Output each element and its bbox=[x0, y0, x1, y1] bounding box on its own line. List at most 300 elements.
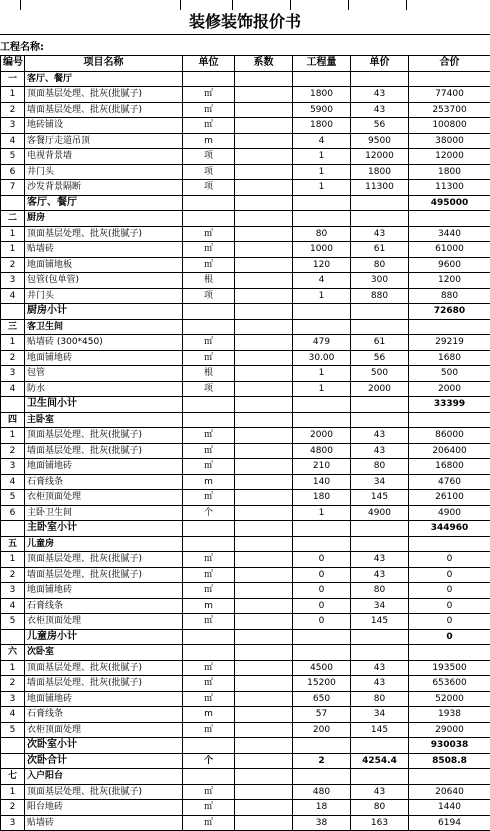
table-row bbox=[1, 118, 490, 134]
subtotal-row bbox=[1, 629, 490, 645]
row-total-cell: 29219 bbox=[409, 335, 490, 351]
row-total-cell: 8508.8 bbox=[409, 753, 490, 769]
row-quantity-cell: 2000 bbox=[293, 428, 351, 444]
section-row bbox=[1, 769, 490, 785]
row-price-cell: 43 bbox=[351, 443, 409, 459]
table-row bbox=[1, 474, 490, 490]
row-unit-cell: ㎡ bbox=[183, 490, 235, 506]
row-price-cell: 43 bbox=[351, 660, 409, 676]
row-quantity-cell: 80 bbox=[293, 226, 351, 242]
row-name-cell: 客卫生间 bbox=[25, 319, 183, 335]
row-total-cell: 100800 bbox=[409, 118, 490, 134]
row-coefficient-cell bbox=[235, 257, 293, 273]
section-row bbox=[1, 645, 490, 661]
row-name-cell: 地面铺地板 bbox=[25, 257, 183, 273]
row-name-cell: 客厅、餐厅 bbox=[25, 71, 183, 87]
row-quantity-cell: 1 bbox=[293, 505, 351, 521]
row-quantity-cell bbox=[293, 738, 351, 754]
row-quantity-cell: 0 bbox=[293, 614, 351, 630]
row-name-cell: 防水 bbox=[25, 381, 183, 397]
table-row bbox=[1, 691, 490, 707]
row-quantity-cell: 1800 bbox=[293, 118, 351, 134]
row-quantity-cell: 4 bbox=[293, 273, 351, 289]
row-total-cell: 6194 bbox=[409, 815, 490, 831]
row-name-cell: 墙面基层处理、批灰(批腻子) bbox=[25, 102, 183, 118]
row-coefficient-cell bbox=[235, 195, 293, 211]
row-coefficient-cell bbox=[235, 428, 293, 444]
row-unit-cell: ㎡ bbox=[183, 784, 235, 800]
row-code-cell: 1 bbox=[1, 335, 25, 351]
row-coefficient-cell bbox=[235, 226, 293, 242]
row-price-cell: 80 bbox=[351, 459, 409, 475]
row-quantity-cell: 2 bbox=[293, 753, 351, 769]
row-name-cell: 井门头 bbox=[25, 164, 183, 180]
row-quantity-cell bbox=[293, 195, 351, 211]
row-total-cell: 1938 bbox=[409, 707, 490, 723]
row-code-cell bbox=[1, 521, 25, 537]
table-row bbox=[1, 102, 490, 118]
row-code-cell: 3 bbox=[1, 118, 25, 134]
row-name-cell: 次卧合计 bbox=[25, 753, 183, 769]
row-unit-cell: m bbox=[183, 707, 235, 723]
row-coefficient-cell bbox=[235, 350, 293, 366]
row-total-cell bbox=[409, 319, 490, 335]
row-quantity-cell bbox=[293, 71, 351, 87]
table-row bbox=[1, 815, 490, 831]
row-quantity-cell: 480 bbox=[293, 784, 351, 800]
row-code-cell: 4 bbox=[1, 474, 25, 490]
row-coefficient-cell bbox=[235, 133, 293, 149]
row-name-cell: 贴墙砖 bbox=[25, 815, 183, 831]
row-quantity-cell bbox=[293, 319, 351, 335]
row-code-cell bbox=[1, 304, 25, 320]
row-name-cell: 包管(包单管) bbox=[25, 273, 183, 289]
row-price-cell: 300 bbox=[351, 273, 409, 289]
row-code-cell: 1 bbox=[1, 660, 25, 676]
row-code-cell: 二 bbox=[1, 211, 25, 227]
row-price-cell: 80 bbox=[351, 800, 409, 816]
row-price-cell: 1800 bbox=[351, 164, 409, 180]
row-coefficient-cell bbox=[235, 149, 293, 165]
row-name-cell: 客厅、餐厅 bbox=[25, 195, 183, 211]
row-unit-cell: m bbox=[183, 474, 235, 490]
row-coefficient-cell bbox=[235, 738, 293, 754]
row-total-cell: 86000 bbox=[409, 428, 490, 444]
row-code-cell: 三 bbox=[1, 319, 25, 335]
row-quantity-cell: 210 bbox=[293, 459, 351, 475]
row-coefficient-cell bbox=[235, 598, 293, 614]
table-row bbox=[1, 660, 490, 676]
row-unit-cell: ㎡ bbox=[183, 428, 235, 444]
row-name-cell: 顶面基层处理、批灰(批腻子) bbox=[25, 552, 183, 568]
row-price-cell bbox=[351, 521, 409, 537]
row-unit-cell: ㎡ bbox=[183, 800, 235, 816]
row-name-cell: 贴墙砖 bbox=[25, 242, 183, 258]
row-price-cell bbox=[351, 769, 409, 785]
row-name-cell: 地面铺地砖 bbox=[25, 350, 183, 366]
row-total-cell: 500 bbox=[409, 366, 490, 382]
row-price-cell bbox=[351, 412, 409, 428]
row-coefficient-cell bbox=[235, 645, 293, 661]
row-coefficient-cell bbox=[235, 366, 293, 382]
row-quantity-cell: 57 bbox=[293, 707, 351, 723]
row-total-cell: 1440 bbox=[409, 800, 490, 816]
row-code-cell: 2 bbox=[1, 350, 25, 366]
header-total-price: 合价 bbox=[409, 56, 490, 72]
row-coefficient-cell bbox=[235, 211, 293, 227]
table-row bbox=[1, 257, 490, 273]
row-price-cell bbox=[351, 645, 409, 661]
row-quantity-cell bbox=[293, 397, 351, 413]
row-total-cell: 253700 bbox=[409, 102, 490, 118]
row-total-cell: 2000 bbox=[409, 381, 490, 397]
section-row bbox=[1, 211, 490, 227]
row-unit-cell: ㎡ bbox=[183, 350, 235, 366]
row-code-cell: 3 bbox=[1, 691, 25, 707]
row-name-cell: 顶面基层处理、批灰(批腻子) bbox=[25, 660, 183, 676]
row-code-cell: 6 bbox=[1, 505, 25, 521]
table-row bbox=[1, 288, 490, 304]
table-row bbox=[1, 366, 490, 382]
row-unit-cell: ㎡ bbox=[183, 815, 235, 831]
row-code-cell: 六 bbox=[1, 645, 25, 661]
row-code-cell: 3 bbox=[1, 815, 25, 831]
row-unit-cell: ㎡ bbox=[183, 722, 235, 738]
row-coefficient-cell bbox=[235, 118, 293, 134]
header-code: 编号 bbox=[1, 56, 25, 72]
row-price-cell: 11300 bbox=[351, 180, 409, 196]
row-unit-cell: ㎡ bbox=[183, 118, 235, 134]
row-price-cell: 43 bbox=[351, 226, 409, 242]
table-row bbox=[1, 428, 490, 444]
row-unit-cell: ㎡ bbox=[183, 691, 235, 707]
header-quantity: 工程量 bbox=[293, 56, 351, 72]
table-row bbox=[1, 87, 490, 103]
row-price-cell: 56 bbox=[351, 350, 409, 366]
row-name-cell: 阳台地砖 bbox=[25, 800, 183, 816]
row-name-cell: 电视背景墙 bbox=[25, 149, 183, 165]
subtotal-row bbox=[1, 397, 490, 413]
row-price-cell: 163 bbox=[351, 815, 409, 831]
row-total-cell: 4760 bbox=[409, 474, 490, 490]
row-unit-cell: ㎡ bbox=[183, 567, 235, 583]
row-price-cell: 80 bbox=[351, 583, 409, 599]
row-code-cell: 1 bbox=[1, 226, 25, 242]
previous-table-edge bbox=[0, 0, 490, 10]
row-code-cell: 1 bbox=[1, 552, 25, 568]
row-code-cell: 4 bbox=[1, 381, 25, 397]
row-unit-cell bbox=[183, 71, 235, 87]
row-coefficient-cell bbox=[235, 490, 293, 506]
row-quantity-cell: 4800 bbox=[293, 443, 351, 459]
row-price-cell: 34 bbox=[351, 474, 409, 490]
row-total-cell bbox=[409, 71, 490, 87]
table-row bbox=[1, 164, 490, 180]
row-name-cell: 主卧室小计 bbox=[25, 521, 183, 537]
row-name-cell: 地砖铺设 bbox=[25, 118, 183, 134]
row-unit-cell: 项 bbox=[183, 381, 235, 397]
row-unit-cell: ㎡ bbox=[183, 583, 235, 599]
row-name-cell: 衣柜顶面处理 bbox=[25, 722, 183, 738]
row-coefficient-cell bbox=[235, 691, 293, 707]
row-price-cell: 145 bbox=[351, 614, 409, 630]
row-code-cell: 3 bbox=[1, 459, 25, 475]
row-name-cell: 贴墙砖 (300*450) bbox=[25, 335, 183, 351]
row-name-cell: 井门头 bbox=[25, 288, 183, 304]
row-coefficient-cell bbox=[235, 164, 293, 180]
row-price-cell: 9500 bbox=[351, 133, 409, 149]
subtotal-row bbox=[1, 304, 490, 320]
row-coefficient-cell bbox=[235, 614, 293, 630]
row-price-cell: 61 bbox=[351, 335, 409, 351]
table-row bbox=[1, 583, 490, 599]
row-price-cell bbox=[351, 211, 409, 227]
row-name-cell: 顶面基层处理、批灰(批腻子) bbox=[25, 784, 183, 800]
row-name-cell: 客餐厅走道吊顶 bbox=[25, 133, 183, 149]
row-quantity-cell: 4 bbox=[293, 133, 351, 149]
row-code-cell: 3 bbox=[1, 273, 25, 289]
header-item-name: 项目名称 bbox=[25, 56, 183, 72]
row-coefficient-cell bbox=[235, 583, 293, 599]
table-row bbox=[1, 335, 490, 351]
row-coefficient-cell bbox=[235, 567, 293, 583]
row-coefficient-cell bbox=[235, 381, 293, 397]
row-name-cell: 墙面基层处理、批灰(批腻子) bbox=[25, 676, 183, 692]
row-total-cell bbox=[409, 769, 490, 785]
row-name-cell: 儿童房 bbox=[25, 536, 183, 552]
row-price-cell: 34 bbox=[351, 707, 409, 723]
row-quantity-cell: 0 bbox=[293, 583, 351, 599]
row-coefficient-cell bbox=[235, 288, 293, 304]
row-coefficient-cell bbox=[235, 629, 293, 645]
row-quantity-cell bbox=[293, 645, 351, 661]
table-row bbox=[1, 722, 490, 738]
row-coefficient-cell bbox=[235, 784, 293, 800]
row-total-cell: 930038 bbox=[409, 738, 490, 754]
row-quantity-cell: 479 bbox=[293, 335, 351, 351]
table-row bbox=[1, 598, 490, 614]
row-total-cell: 52000 bbox=[409, 691, 490, 707]
row-total-cell: 20640 bbox=[409, 784, 490, 800]
row-unit-cell: 项 bbox=[183, 180, 235, 196]
row-code-cell: 1 bbox=[1, 242, 25, 258]
row-quantity-cell bbox=[293, 412, 351, 428]
row-price-cell: 34 bbox=[351, 598, 409, 614]
table-body bbox=[1, 71, 490, 831]
row-name-cell: 主卧卫生间 bbox=[25, 505, 183, 521]
row-unit-cell: 根 bbox=[183, 273, 235, 289]
row-code-cell: 2 bbox=[1, 443, 25, 459]
row-name-cell: 墙面基层处理、批灰(批腻子) bbox=[25, 567, 183, 583]
row-unit-cell: ㎡ bbox=[183, 614, 235, 630]
row-name-cell: 顶面基层处理、批灰(批腻子) bbox=[25, 226, 183, 242]
row-name-cell: 卫生间小计 bbox=[25, 397, 183, 413]
row-price-cell: 145 bbox=[351, 490, 409, 506]
row-total-cell: 33399 bbox=[409, 397, 490, 413]
row-price-cell: 12000 bbox=[351, 149, 409, 165]
row-code-cell: 4 bbox=[1, 598, 25, 614]
row-unit-cell: ㎡ bbox=[183, 459, 235, 475]
row-total-cell bbox=[409, 645, 490, 661]
row-total-cell: 77400 bbox=[409, 87, 490, 103]
table-row bbox=[1, 567, 490, 583]
row-name-cell: 主卧室 bbox=[25, 412, 183, 428]
row-total-cell: 3440 bbox=[409, 226, 490, 242]
row-unit-cell: ㎡ bbox=[183, 87, 235, 103]
row-name-cell: 石膏线条 bbox=[25, 474, 183, 490]
row-price-cell: 61 bbox=[351, 242, 409, 258]
row-code-cell: 2 bbox=[1, 800, 25, 816]
row-price-cell: 56 bbox=[351, 118, 409, 134]
row-total-cell: 9600 bbox=[409, 257, 490, 273]
row-coefficient-cell bbox=[235, 800, 293, 816]
row-code-cell bbox=[1, 629, 25, 645]
row-coefficient-cell bbox=[235, 474, 293, 490]
row-quantity-cell: 30.00 bbox=[293, 350, 351, 366]
row-total-cell: 880 bbox=[409, 288, 490, 304]
table-row bbox=[1, 490, 490, 506]
row-total-cell: 0 bbox=[409, 552, 490, 568]
row-total-cell bbox=[409, 412, 490, 428]
row-unit-cell: ㎡ bbox=[183, 443, 235, 459]
row-quantity-cell: 38 bbox=[293, 815, 351, 831]
row-coefficient-cell bbox=[235, 180, 293, 196]
row-coefficient-cell bbox=[235, 397, 293, 413]
row-total-cell: 1800 bbox=[409, 164, 490, 180]
row-coefficient-cell bbox=[235, 769, 293, 785]
table-row bbox=[1, 784, 490, 800]
row-coefficient-cell bbox=[235, 87, 293, 103]
row-quantity-cell: 1800 bbox=[293, 87, 351, 103]
row-coefficient-cell bbox=[235, 676, 293, 692]
row-name-cell: 地面铺地砖 bbox=[25, 583, 183, 599]
table-row bbox=[1, 133, 490, 149]
row-unit-cell bbox=[183, 769, 235, 785]
row-code-cell: 4 bbox=[1, 707, 25, 723]
row-quantity-cell: 1 bbox=[293, 164, 351, 180]
table-header-row bbox=[1, 56, 490, 72]
row-name-cell: 石膏线条 bbox=[25, 598, 183, 614]
row-price-cell: 4254.4 bbox=[351, 753, 409, 769]
row-name-cell: 儿童房小计 bbox=[25, 629, 183, 645]
row-code-cell bbox=[1, 397, 25, 413]
row-coefficient-cell bbox=[235, 552, 293, 568]
row-quantity-cell: 1 bbox=[293, 149, 351, 165]
table-row bbox=[1, 707, 490, 723]
row-unit-cell bbox=[183, 211, 235, 227]
row-name-cell: 地面铺地砖 bbox=[25, 691, 183, 707]
row-code-cell: 五 bbox=[1, 536, 25, 552]
row-total-cell: 16800 bbox=[409, 459, 490, 475]
row-price-cell bbox=[351, 629, 409, 645]
row-coefficient-cell bbox=[235, 335, 293, 351]
row-unit-cell: ㎡ bbox=[183, 226, 235, 242]
section-row bbox=[1, 319, 490, 335]
row-code-cell bbox=[1, 738, 25, 754]
row-name-cell: 墙面基层处理、批灰(批腻子) bbox=[25, 443, 183, 459]
row-name-cell: 顶面基层处理、批灰(批腻子) bbox=[25, 87, 183, 103]
row-total-cell: 72680 bbox=[409, 304, 490, 320]
row-quantity-cell: 140 bbox=[293, 474, 351, 490]
row-total-cell: 0 bbox=[409, 598, 490, 614]
row-total-cell: 1680 bbox=[409, 350, 490, 366]
row-code-cell: 七 bbox=[1, 769, 25, 785]
header-coefficient: 系数 bbox=[235, 56, 293, 72]
row-coefficient-cell bbox=[235, 242, 293, 258]
quotation-table bbox=[0, 55, 490, 831]
row-price-cell bbox=[351, 397, 409, 413]
row-coefficient-cell bbox=[235, 753, 293, 769]
row-quantity-cell: 200 bbox=[293, 722, 351, 738]
row-coefficient-cell bbox=[235, 707, 293, 723]
row-quantity-cell bbox=[293, 536, 351, 552]
subtotal-row bbox=[1, 738, 490, 754]
row-code-cell: 6 bbox=[1, 164, 25, 180]
row-code-cell: 5 bbox=[1, 722, 25, 738]
row-coefficient-cell bbox=[235, 412, 293, 428]
table-row bbox=[1, 242, 490, 258]
row-price-cell: 43 bbox=[351, 567, 409, 583]
row-unit-cell bbox=[183, 319, 235, 335]
row-name-cell: 厨房 bbox=[25, 211, 183, 227]
row-code-cell: 4 bbox=[1, 288, 25, 304]
row-coefficient-cell bbox=[235, 722, 293, 738]
row-quantity-cell: 0 bbox=[293, 567, 351, 583]
row-coefficient-cell bbox=[235, 459, 293, 475]
row-unit-cell: 个 bbox=[183, 753, 235, 769]
row-quantity-cell: 1000 bbox=[293, 242, 351, 258]
row-total-cell: 344960 bbox=[409, 521, 490, 537]
row-total-cell bbox=[409, 536, 490, 552]
row-total-cell: 0 bbox=[409, 567, 490, 583]
row-total-cell: 0 bbox=[409, 629, 490, 645]
row-quantity-cell: 1 bbox=[293, 180, 351, 196]
table-row bbox=[1, 273, 490, 289]
row-total-cell: 193500 bbox=[409, 660, 490, 676]
row-name-cell: 石膏线条 bbox=[25, 707, 183, 723]
row-quantity-cell: 1 bbox=[293, 288, 351, 304]
subtotal-row bbox=[1, 195, 490, 211]
row-total-cell: 653600 bbox=[409, 676, 490, 692]
row-name-cell: 地面铺地砖 bbox=[25, 459, 183, 475]
row-name-cell: 包管 bbox=[25, 366, 183, 382]
row-code-cell: 2 bbox=[1, 676, 25, 692]
row-unit-cell: ㎡ bbox=[183, 102, 235, 118]
row-code-cell: 1 bbox=[1, 428, 25, 444]
row-coefficient-cell bbox=[235, 505, 293, 521]
row-unit-cell bbox=[183, 738, 235, 754]
row-price-cell: 43 bbox=[351, 552, 409, 568]
table-row bbox=[1, 505, 490, 521]
table-row bbox=[1, 800, 490, 816]
row-total-cell: 11300 bbox=[409, 180, 490, 196]
table-row bbox=[1, 614, 490, 630]
row-total-cell: 38000 bbox=[409, 133, 490, 149]
row-price-cell bbox=[351, 71, 409, 87]
row-code-cell: 5 bbox=[1, 614, 25, 630]
row-name-cell: 顶面基层处理、批灰(批腻子) bbox=[25, 428, 183, 444]
row-coefficient-cell bbox=[235, 319, 293, 335]
row-code-cell: 一 bbox=[1, 71, 25, 87]
table-row bbox=[1, 180, 490, 196]
row-code-cell bbox=[1, 753, 25, 769]
header-unit-price: 单价 bbox=[351, 56, 409, 72]
row-code-cell: 2 bbox=[1, 567, 25, 583]
table-row bbox=[1, 149, 490, 165]
row-quantity-cell: 1 bbox=[293, 381, 351, 397]
row-quantity-cell bbox=[293, 629, 351, 645]
row-name-cell: 厨房小计 bbox=[25, 304, 183, 320]
